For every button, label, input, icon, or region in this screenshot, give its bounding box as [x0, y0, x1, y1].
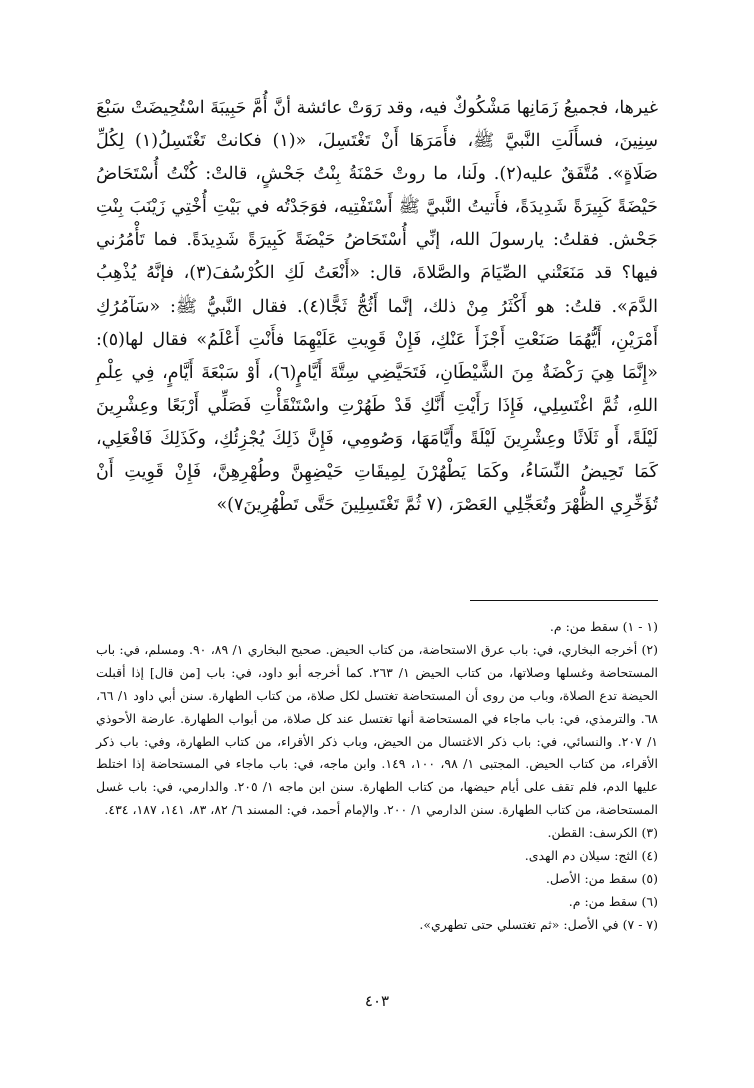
footnote-5: (٥) سقط من: الأصل. — [545, 870, 658, 886]
main-text-block — [96, 92, 658, 522]
footnote-7: (٧ - ٧) في الأصل: «ثم تغتسلي حتى تطهري». — [419, 916, 658, 932]
footnote-6: (٦) سقط من: م. — [568, 893, 658, 909]
footnotes-section — [96, 616, 658, 937]
footnote-2: (٢) أخرجه البخاري، في: باب عرق الاستحاضة، من كتاب الحيض. صحيح البخاري ١/ ٨٩، ٩٠. ومسلم، في: باب المستحاضة وغسلها وصلاتها، من كتاب الحيض ١/ ٢٦٣. كما أخرجه أبو داود، في: باب [من قال] إذا أقبلت الحيضة تدع الصلاة، وباب من روى أن المستحاضة تغتسل لكل صلاة، من كتاب الطهارة. سنن أبي داود ١/ ٦٦، ٦٨. والترمذي، في: باب ماجاء في المستحاضة أنها تغتسل عند كل صلاة، من أبواب الطهارة. عارضة الأحوذي ١/ ٢٠٧. والنسائي، في: باب ذكر الاغتسال من الحيض، وباب ذكر الأقراء، من كتاب الطهارة، وفي: باب ذكر الأقراء، من كتاب الحيض. المجتبى ١/ ٩٨، ١٠٠، ١٤٩. وابن ماجه، في: باب ماجاء في المستحاضة إذا اختلط عليها الدم، فلم تقف على أيام حيضها، من كتاب الطهارة. سنن ابن ماجه ١/ ٢٠٥. والدارمي، في: باب غسل المستحاضة، من كتاب الطهارة. سنن الدارمي ١/ ٢٠٠. والإمام أحمد، في: المسند ٦/ ٨٢، ٨٣، ١٤١، ١٨٧، ٤٣٤. — [96, 641, 659, 818]
footnote-4: (٤) الثج: سيلان دم الهدى. — [524, 848, 658, 864]
footnote-1: (١ - ١) سقط من: م. — [549, 619, 658, 634]
main-paragraph: غيرها، فجميعُ زَمَانِها مَشْكُوكٌ فيه، وقد رَوَتْ عائشة أنَّ أُمَّ حَبِيبَةَ اسْتُحِيضَتْ سَبْعَ سِنِينَ، فسأَلَتِ النَّبيَّ ﷺ، فأَمَرَهَا أَنْ تَغْتَسِلَ، «(١) فكانتْ تَغْتَسِلُ(١) لِكُلِّ صَلَاةٍ». مُتَّفَقٌ عليه(٢). ولَنا، ما روتْ حَمْنَةُ بِنْتُ جَحْشٍ، قالتْ: كُنْتُ أُسْتَحَاضُ حَيْضَةً كَبِيرَةً شَدِيدَةً، فأَتيتُ النَّبيَّ ﷺ أَسْتَفْتِيه، فوَجَدْتُه في بَيْتِ أُخْتِي زَيْنَبَ بِنْتِ جَحْش. فقلتُ: يارسولَ الله، إنِّي أُسْتَحَاضُ حَيْضَةً كَبِيرَةً شَدِيدَةً. فما تَأْمُرُني فيها؟ قد مَنَعَتْني الصِّيَامَ والصَّلاةَ، قال: «أَنْعَتُ لَكِ الكُرْسُفَ(٣)، فإنَّهُ يُذْهِبُ الدَّمَ». قلتُ: هو أَكْثَرُ مِنْ ذلك، إنَّما أَثُجُّ ثَجًّا(٤). فقال النَّبيُّ ﷺ: «سَآمُرُكِ أَمْرَيْنِ، أَيُّهُمَا صَنَعْتِ أَجْزَأَ عَنْكِ، فَإِنْ قَوِيتِ عَلَيْهِمَا فأَنْتِ أَعْلَمُ» فقال لها(٥): «إِنَّمَا هِيَ رَكْضَةٌ مِنَ الشَّيْطَانِ، فَتَحَيَّضِي سِتَّةَ أَيَّامٍ(٦)، أَوْ سَبْعَةَ أَيَّامٍ، فِي عِلْمِ اللهِ، ثُمَّ اغْتَسِلِي، فَإِذَا رَأَيْتِ أَنَّكِ قَدْ طَهُرْتِ واسْتَنْقَأْتِ فَصَلِّي أَرْبَعًا وعِشْرِينَ لَيْلَةً، أَو ثَلَاثًا وعِشْرِينَ لَيْلَةً وأَيَّامَهَا، وَصُومِي، فَإِنَّ ذَلِكَ يُجْزِئُكِ، وكَذَلِكَ فَافْعَلِي، كَمَا تَحِيضُ النِّسَاءُ، وكَمَا يَطْهُرْنَ لِمِيقَاتِ حَيْضِهِنَّ وطُهْرِهِنَّ، فَإِنْ قَوِيتِ أَنْ تُؤَخِّرِي الظُّهْرَ وتُعَجِّلِي العَصْرَ، (٧ ثُمَّ تَغْتَسِلِينَ حَتَّى تَطْهُرِينَ٧)» — [96, 98, 659, 516]
footnote-3: (٣) الكرسف: القطن. — [547, 825, 658, 841]
page-number: ٤٠٣ — [364, 992, 390, 1010]
footnote-separator — [470, 600, 658, 601]
